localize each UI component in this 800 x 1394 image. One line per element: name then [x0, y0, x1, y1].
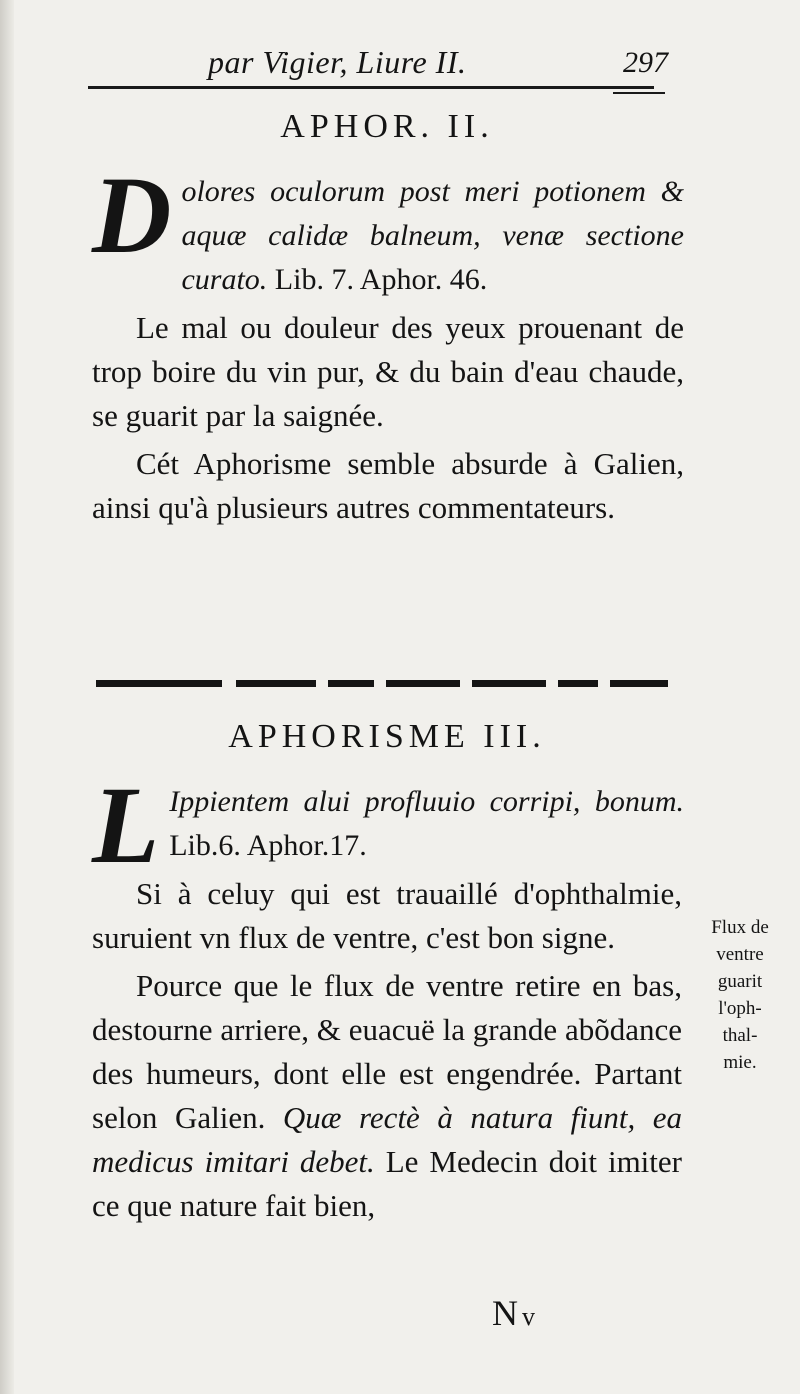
aphor-iii-translation: Si à celuy qui est trauaillé d'ophthalmie, suruient vn flux de ventre, c'est bon signe. — [92, 876, 682, 955]
dropcap-l: L — [92, 764, 160, 886]
aphor-ii-body — [92, 154, 684, 530]
aphor-iii-latin — [92, 764, 684, 886]
signature-letter: N — [492, 1293, 522, 1333]
page-gutter — [0, 0, 14, 1394]
header-rule — [88, 86, 654, 89]
aphor-iii-body — [92, 764, 684, 1228]
aphor-iii-latin-text: Ippientem alui profluuio corripi, bonum. — [169, 785, 684, 818]
aphor-iii-reference: Lib.6. Aphor.17. — [169, 829, 367, 862]
running-head: par Vigier, Liure II. — [208, 44, 467, 80]
aphor-iii-commentary-latin: Quæ rectè à natura fiunt, ea medicus imitari debet. — [92, 1100, 682, 1179]
margin-note-line: mie. — [723, 1052, 757, 1073]
aphor-ii-reference: Lib. 7. Aphor. 46. — [274, 263, 488, 296]
margin-note-line: ventre — [716, 944, 764, 965]
signature-mark — [492, 1292, 539, 1334]
aphor-ii-latin-text: olores oculorum post meri potionem & aquæ calidæ balneum, venæ sectione curato. — [181, 175, 684, 296]
margin-note-line: guarit — [717, 971, 763, 992]
aphor-iii-commentary-a: Pource que le flux de ventre retire en bas, destourne arriere, & euacuë la grande abõdance des humeurs, dont elle est engendrée. Partant selon Galien. — [92, 968, 682, 1135]
signature-numeral: v — [522, 1302, 539, 1331]
margin-note-line: Flux de — [711, 917, 769, 938]
aphor-ii-heading: APHOR. II. — [280, 108, 494, 145]
section-divider — [96, 676, 668, 690]
aphor-iii-commentary-b: Le Medecin doit imiter ce que nature fait bien, — [92, 1144, 682, 1223]
margin-note-line: thal- — [722, 1025, 758, 1046]
aphor-ii-translation: Le mal ou douleur des yeux prouenant de trop boire du vin pur, & du bain d'eau chaude, se guarit par la saignée. — [92, 310, 684, 433]
aphor-ii-latin — [92, 154, 684, 302]
margin-note-line: l'oph- — [718, 998, 762, 1019]
margin-note — [690, 914, 790, 1076]
dropcap-d: D — [92, 154, 172, 276]
header-rule-secondary — [613, 92, 665, 94]
aphor-iii-heading: APHORISME III. — [228, 718, 546, 755]
page-header — [88, 42, 678, 96]
aphor-iii-commentary — [92, 964, 682, 1228]
aphor-ii-commentary: Cét Aphorisme semble absurde à Galien, ainsi qu'à plusieurs autres commentateurs. — [92, 446, 684, 525]
page-number: 297 — [623, 46, 668, 79]
